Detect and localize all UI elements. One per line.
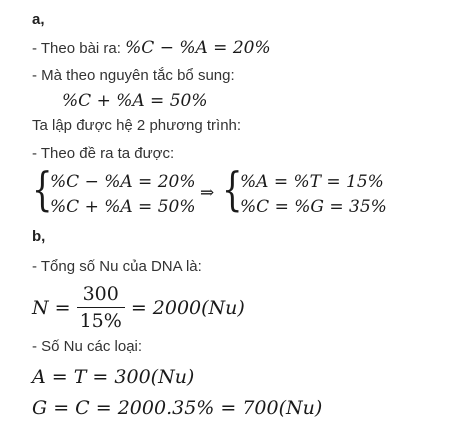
system-right-eq-1: %A = %T = 15% xyxy=(240,172,384,192)
system-right-eq-2: %C = %G = 35% xyxy=(240,197,387,217)
system-left-eq-1: %C − %A = 20% xyxy=(50,172,196,192)
part-b-label: b, xyxy=(32,228,46,245)
right-brace: { xyxy=(222,162,243,216)
left-brace: { xyxy=(32,162,53,216)
system-intro-text: Ta lập được hệ 2 phương trình: xyxy=(32,117,242,134)
total-nu-fraction xyxy=(77,283,125,332)
total-nu-rhs: = 2000(Nu) xyxy=(130,296,245,319)
problem-statement-line xyxy=(32,38,271,58)
implies-symbol: ⇒ xyxy=(200,183,215,203)
fraction-numerator: 300 xyxy=(82,283,119,305)
statement-equation: %C − %A = 20% xyxy=(125,38,271,58)
at-equation: A = T = 300(Nu) xyxy=(32,366,195,388)
total-nu-lhs: N = xyxy=(32,296,71,319)
part-a-label: a, xyxy=(32,11,45,28)
system-left-eq-2: %C + %A = 50% xyxy=(50,197,196,217)
complementarity-equation: %C + %A = 50% xyxy=(62,91,208,111)
nu-types-text: - Số Nu các loại: xyxy=(32,338,143,355)
statement-text: - Theo bài ra: xyxy=(32,40,121,57)
gc-equation: G = C = 2000.35% = 700(Nu) xyxy=(32,397,323,419)
total-nu-equation xyxy=(32,283,245,332)
fraction-denominator: 15% xyxy=(79,310,122,332)
system-condition-text: - Theo đề ra ta được: xyxy=(32,145,175,162)
complementarity-text: - Mà theo nguyên tắc bổ sung: xyxy=(32,67,235,84)
total-nu-text: - Tổng số Nu của DNA là: xyxy=(32,258,202,275)
